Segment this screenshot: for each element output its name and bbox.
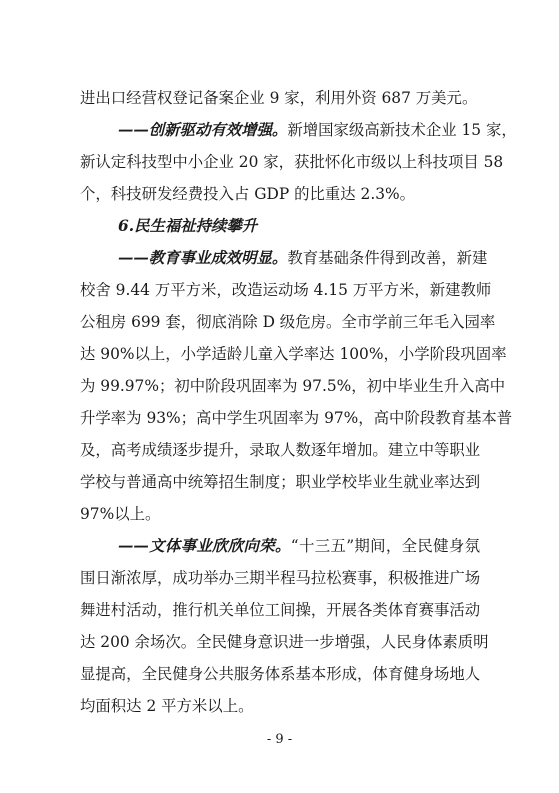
text-line-4 bbox=[80, 180, 480, 208]
line-text: 及，高考成绩逐步提升，录取人数逐年增加。建立中等职业 bbox=[80, 441, 481, 459]
text-line-18 bbox=[80, 628, 489, 656]
text-line-3 bbox=[80, 148, 504, 176]
section-heading bbox=[118, 212, 318, 240]
section-lead-innovation: ——创新驱动有效增强。 bbox=[118, 121, 288, 139]
heading-text: 6.民生福祉持续攀升 bbox=[118, 217, 258, 235]
line-text: 达 200 余场次。全民健身意识进一步增强，人民身体素质明 bbox=[80, 633, 489, 651]
line-text: 教育基础条件得到改善，新建 bbox=[287, 249, 488, 267]
text-line-12 bbox=[80, 436, 480, 464]
line-text: 围日渐浓厚，成功举办三期半程马拉松赛事，积极推进广场 bbox=[80, 569, 481, 587]
line-text: 公租房 699 套，彻底消除 D 级危房。全市学前三年毛入园率 bbox=[80, 313, 496, 331]
page-number: - 9 - bbox=[266, 732, 293, 747]
line-text: 达 90%以上，小学适龄儿童入学率达 100%，小学阶段巩固率 bbox=[80, 345, 507, 363]
line-text: 舞进村活动，推行机关单位工间操，开展各类体育赛事活动 bbox=[80, 601, 481, 619]
line-text: 为 99.97%；初中阶段巩固率为 97.5%，初中毕业生升入高中 bbox=[80, 377, 506, 395]
text-line-7 bbox=[80, 276, 492, 304]
text-line-15 bbox=[118, 532, 480, 560]
text-line-14 bbox=[80, 500, 480, 528]
line-text: “十三五”期间，全民健身氛 bbox=[290, 537, 480, 555]
line-text: 新增国家级高新技术企业 15 家， bbox=[287, 121, 517, 139]
line-text: 学校与普通高中统筹招生制度；职业学校毕业生就业率达到 bbox=[80, 473, 481, 491]
text-line-20 bbox=[80, 692, 480, 720]
text-line-17 bbox=[80, 596, 480, 624]
text-line-6 bbox=[118, 244, 488, 272]
text-line-11 bbox=[80, 404, 513, 432]
section-lead-culture-sports: ——文体事业欣欣向荣。 bbox=[118, 537, 291, 555]
line-text: 校舍 9.44 万平方米，改造运动场 4.15 万平方米，新建教师 bbox=[80, 281, 492, 299]
line-text: 进出口经营权登记备案企业 9 家，利用外资 687 万美元。 bbox=[80, 89, 478, 107]
text-line-2 bbox=[118, 116, 517, 144]
text-line-10 bbox=[80, 372, 506, 400]
line-text: 升学率为 93%；高中学生巩固率为 97%，高中阶段教育基本普 bbox=[80, 409, 513, 427]
section-lead-education: ——教育事业成效明显。 bbox=[118, 249, 288, 267]
line-text: 新认定科技型中小企业 20 家，获批怀化市级以上科技项目 58 bbox=[80, 153, 504, 171]
text-line-16 bbox=[80, 564, 480, 592]
text-line-19 bbox=[80, 660, 480, 688]
line-text: 个，科技研发经费投入占 GDP 的比重达 2.3%。 bbox=[80, 185, 416, 203]
text-line-1 bbox=[80, 84, 480, 112]
line-text: 均面积达 2 平方米以上。 bbox=[80, 697, 254, 715]
text-line-8 bbox=[80, 308, 496, 336]
text-line-13 bbox=[80, 468, 480, 496]
text-line-9 bbox=[80, 340, 507, 368]
line-text: 97%以上。 bbox=[80, 505, 161, 523]
line-text: 显提高，全民健身公共服务体系基本形成，体育健身场地人 bbox=[80, 665, 481, 683]
